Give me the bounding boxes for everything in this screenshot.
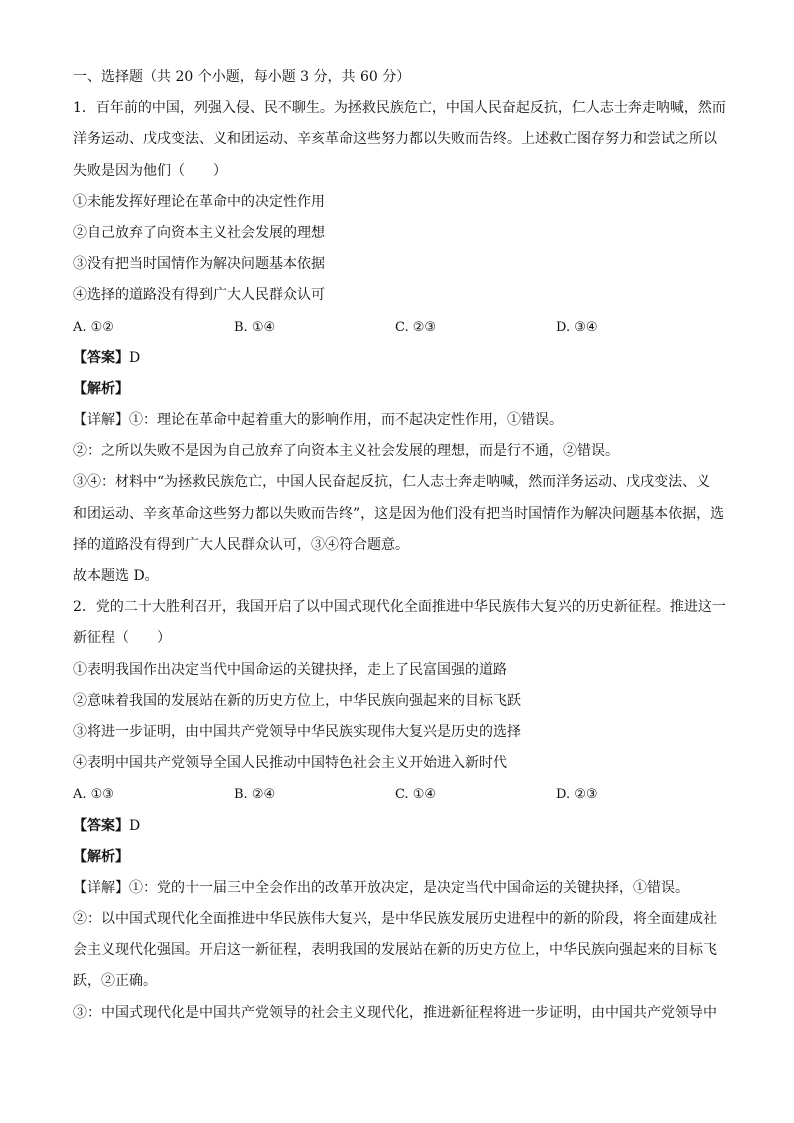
q2-answer-value: D bbox=[129, 817, 141, 834]
q1-item-1: ①未能发挥好理论在革命中的决定性作用 bbox=[73, 193, 325, 210]
q1-stem-line-3: 失败是因为他们（ ） bbox=[73, 162, 227, 179]
q1-option-d: D. ③④ bbox=[556, 319, 598, 335]
document-page bbox=[73, 62, 726, 1029]
q1-option-c: C. ②③ bbox=[395, 319, 437, 335]
q1-detail-2: ②：之所以失败不是因为自己放弃了向资本主义社会发展的理想，而是行不通，②错误。 bbox=[73, 443, 619, 460]
q2-detail-1: 【详解】①：党的十一届三中全会作出的改革开放决定，是决定当代中国命运的关键抉择，①错误。 bbox=[73, 879, 689, 896]
q1-analysis-label: 【解析】 bbox=[73, 380, 129, 397]
q1-detail-3-line-1: ③④：材料中“为拯救民族危亡，中国人民奋起反抗，仁人志士奔走呐喊，然而洋务运动、戊戌变法、义 bbox=[73, 474, 711, 491]
q2-option-a: A. ①③ bbox=[73, 787, 114, 803]
q2-option-b: B. ②④ bbox=[234, 787, 276, 803]
q2-stem-line-1: 2．党的二十大胜利召开，我国开启了以中国式现代化全面推进中华民族伟大复兴的历史新征程。推进这一 bbox=[73, 599, 726, 616]
q2-item-2: ②意味着我国的发展站在新的历史方位上，中华民族向强起来的目标飞跃 bbox=[73, 692, 521, 709]
q2-item-4: ④表明中国共产党领导全国人民推动中国特色社会主义开始进入新时代 bbox=[73, 755, 507, 772]
q2-item-1: ①表明我国作出决定当代中国命运的关键抉择，走上了民富国强的道路 bbox=[73, 661, 507, 678]
q2-detail-label: 【详解】 bbox=[73, 879, 129, 896]
q1-item-3: ③没有把当时国情作为解决问题基本依据 bbox=[73, 256, 325, 273]
q1-detail-1: 【详解】①：理论在革命中起着重大的影响作用，而不起决定性作用，①错误。 bbox=[73, 412, 563, 429]
section-title: 一、选择题（共 20 个小题，每小题 3 分，共 60 分） bbox=[73, 69, 411, 85]
q1-answer bbox=[73, 343, 723, 374]
q1-detail-3-line-3: 择的道路没有得到广大人民群众认可，③④符合题意。 bbox=[73, 536, 409, 553]
q1-detail-3-line-2: 和团运动、辛亥革命这些努力都以失败而告终”，这是因为他们没有把当时国情作为解决问题基本依据，选 bbox=[73, 505, 725, 522]
q2-detail-2-line-1: ②：以中国式现代化全面推进中华民族伟大复兴，是中华民族发展历史进程中的新的阶段，将全面建成社 bbox=[73, 911, 717, 928]
q2-stem-line-2: 新征程（ ） bbox=[73, 630, 171, 647]
q2-detail-3-line-1: ③：中国式现代化是中国共产党领导的社会主义现代化，推进新征程将进一步证明，由中国共产党领导中 bbox=[73, 1004, 717, 1021]
q1-options bbox=[73, 312, 723, 343]
q1-option-a: A. ①② bbox=[73, 319, 114, 335]
q2-item-3: ③将进一步证明，由中国共产党领导中华民族实现伟大复兴是历史的选择 bbox=[73, 723, 521, 740]
q2-detail-2-line-2: 会主义现代化强国。开启这一新征程，表明我国的发展站在新的历史方位上，中华民族向强起来的目标飞 bbox=[73, 942, 717, 959]
q2-options bbox=[73, 779, 723, 810]
q1-stem-line-1: 1．百年前的中国，列强入侵、民不聊生。为拯救民族危亡，中国人民奋起反抗，仁人志士奔走呐喊，然而 bbox=[73, 100, 726, 117]
q1-option-b: B. ①④ bbox=[234, 319, 276, 335]
q1-detail-label: 【详解】 bbox=[73, 412, 129, 429]
q1-item-2: ②自己放弃了向资本主义社会发展的理想 bbox=[73, 224, 325, 241]
q2-answer-label: 【答案】 bbox=[73, 817, 129, 834]
q2-option-d: D. ②③ bbox=[556, 787, 598, 803]
q1-item-4: ④选择的道路没有得到广大人民群众认可 bbox=[73, 287, 325, 304]
q1-answer-label: 【答案】 bbox=[73, 349, 129, 366]
q2-option-c: C. ①④ bbox=[395, 787, 437, 803]
q2-answer bbox=[73, 811, 723, 842]
q1-conclusion: 故本题选 D。 bbox=[73, 568, 159, 584]
q1-answer-value: D bbox=[129, 349, 141, 366]
q2-detail-2-line-3: 跃，②正确。 bbox=[73, 973, 157, 990]
q2-analysis-label: 【解析】 bbox=[73, 848, 129, 865]
q1-stem-line-2: 洋务运动、戊戌变法、义和团运动、辛亥革命这些努力都以失败而告终。上述救亡图存努力和尝试之所以 bbox=[73, 131, 717, 148]
